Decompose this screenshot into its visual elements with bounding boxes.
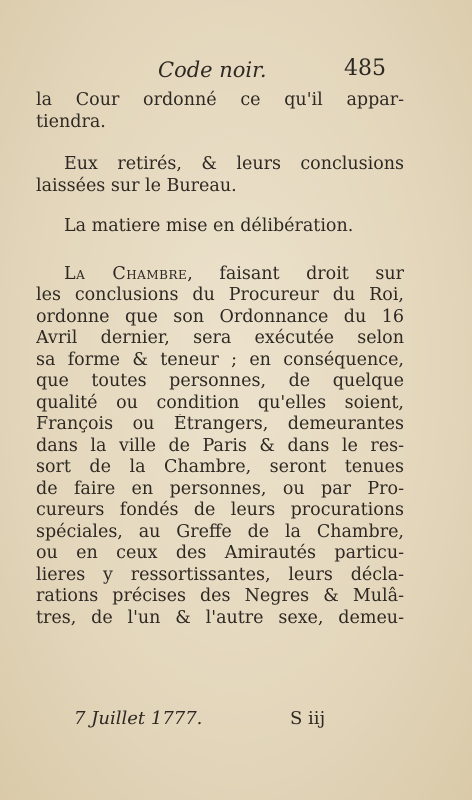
chambre-rest: , faisant droit sur: [187, 263, 404, 284]
chambre-small-caps: La Chambre: [64, 263, 188, 284]
text-line: sort de la Chambre, seront tenues: [36, 457, 404, 477]
text-line: de faire en personnes, ou par Pro-: [36, 478, 404, 499]
text-line: qualité ou condition qu'elles soient,: [36, 392, 404, 413]
text-line: ou en ceux des Amirautés particu-: [36, 543, 404, 563]
running-title: Code noir.: [158, 58, 267, 82]
text-line: La matiere mise en délibération.: [64, 216, 354, 236]
text-line: sa forme & teneur ; en conséquence,: [36, 349, 404, 370]
text-line: les conclusions du Procureur du Roi,: [36, 285, 404, 305]
text-line: [36, 264, 404, 286]
text-line: que toutes personnes, de quelque: [36, 371, 404, 391]
text-line: laissées sur le Bureau.: [36, 175, 237, 196]
page-footer: [0, 708, 472, 736]
text-line: lieres y ressortissantes, leurs décla-: [36, 564, 404, 585]
page-header: [0, 58, 472, 92]
text-line: Eux retirés, & leurs conclusions: [64, 154, 404, 174]
text-line: dans la ville de Paris & dans le res-: [36, 435, 404, 456]
text-line: la Cour ordonné ce qu'il appar-: [36, 90, 404, 110]
page-number: 485: [344, 56, 386, 81]
text-line: spéciales, au Greffe de la Chambre,: [36, 521, 404, 542]
text-line: ordonne que son Ordonnance du 16: [36, 306, 404, 327]
footer-date: 7 Juillet 1777.: [74, 708, 203, 729]
text-line: tres, de l'un & l'autre sexe, demeu-: [36, 607, 404, 628]
text-line: rations précises des Negres & Mulâ-: [36, 586, 404, 606]
body-text: [36, 90, 404, 629]
text-line: Avril dernier, sera exécutée selon: [36, 328, 404, 348]
text-line: François ou Étrangers, demeurantes: [36, 414, 404, 434]
text-line: cureurs fondés de leurs procurations: [36, 500, 404, 520]
signature-mark: S iij: [290, 708, 326, 729]
text-line: tiendra.: [36, 111, 106, 132]
